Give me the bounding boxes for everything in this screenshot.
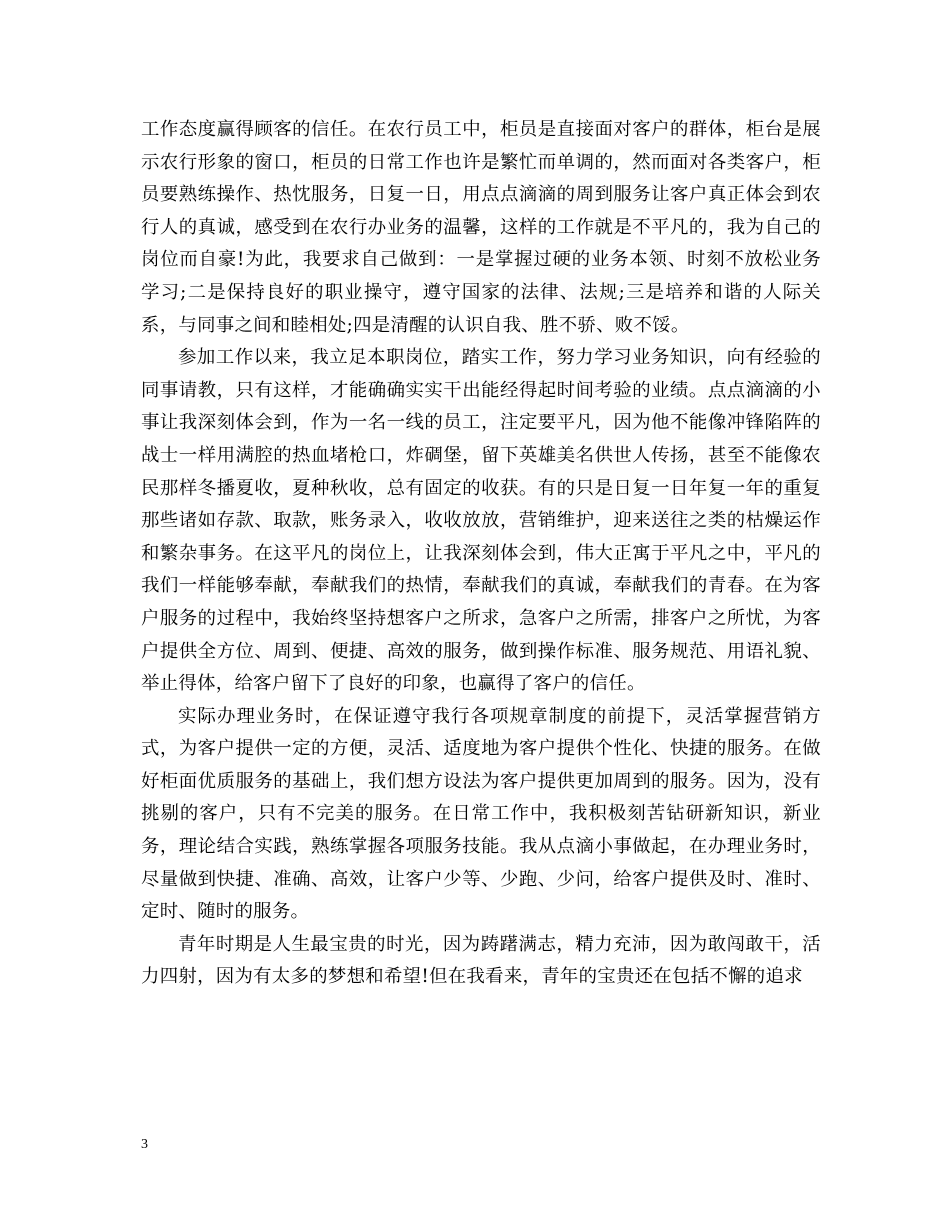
paragraph-2: 参加工作以来，我立足本职岗位，踏实工作，努力学习业务知识，向有经验的同事请教，只有这样，才能确确实实干出能经得起时间考验的业绩。点点滴滴的小事让我深刻体会到，作为一名一线的员工，注定要平凡，因为他不能像冲锋陷阵的战士一样用满腔的热血堵枪口，炸碉堡，留下英雄美名供世人传扬，甚至不能像农民那样冬播夏收，夏种秋收，总有固定的收获。有的只是日复一日年复一年的重复那些诸如存款、取款，账务录入，收收放放，营销维护，迎来送往之类的枯燥运作和繁杂事务。在这平凡的岗位上，让我深刻体会到，伟大正寓于平凡之中，平凡的我们一样能够奉献，奉献我们的热情，奉献我们的真诚，奉献我们的青春。在为客户服务的过程中，我始终坚持想客户之所求，急客户之所需，排客户之所忧，为客户提供全方位、周到、便捷、高效的服务，做到操作标准、服务规范、用语礼貌、举止得体，给客户留下了良好的印象，也赢得了客户的信任。 [141, 347, 821, 695]
paragraph-4: 青年时期是人生最宝贵的时光，因为踌躇满志，精力充沛，因为敢闯敢干，活力四射，因为有太多的梦想和希望!但在我看来，青年的宝贵还在包括不懈的追求 [141, 933, 821, 988]
paragraph-3: 实际办理业务时，在保证遵守我行各项规章制度的前提下，灵活掌握营销方式，为客户提供一定的方便，灵活、适度地为客户提供个性化、快捷的服务。在做好柜面优质服务的基础上，我们想方设法为客户提供更加周到的服务。因为，没有挑剔的客户，只有不完美的服务。在日常工作中，我积极刻苦钻研新知识，新业务，理论结合实践，熟练掌握各项服务技能。我从点滴小事做起，在办理业务时，尽量做到快捷、准确、高效，让客户少等、少跑、少问，给客户提供及时、准时、定时、随时的服务。 [141, 705, 821, 923]
document-body [141, 114, 821, 994]
paragraph-1: 工作态度赢得顾客的信任。在农行员工中，柜员是直接面对客户的群体，柜台是展示农行形象的窗口，柜员的日常工作也许是繁忙而单调的，然而面对各类客户，柜员要熟练操作、热忱服务，日复一日，用点点滴滴的周到服务让客户真正体会到农行人的真诚，感受到在农行办业务的温馨，这样的工作就是不平凡的，我为自己的岗位而自豪!为此，我要求自己做到：一是掌握过硬的业务本领、时刻不放松业务学习;二是保持良好的职业操守，遵守国家的法律、法规;三是培养和谐的人际关系，与同事之间和睦相处;四是清醒的认识自我、胜不骄、败不馁。 [141, 119, 821, 336]
page-number: 3 [141, 1137, 148, 1152]
